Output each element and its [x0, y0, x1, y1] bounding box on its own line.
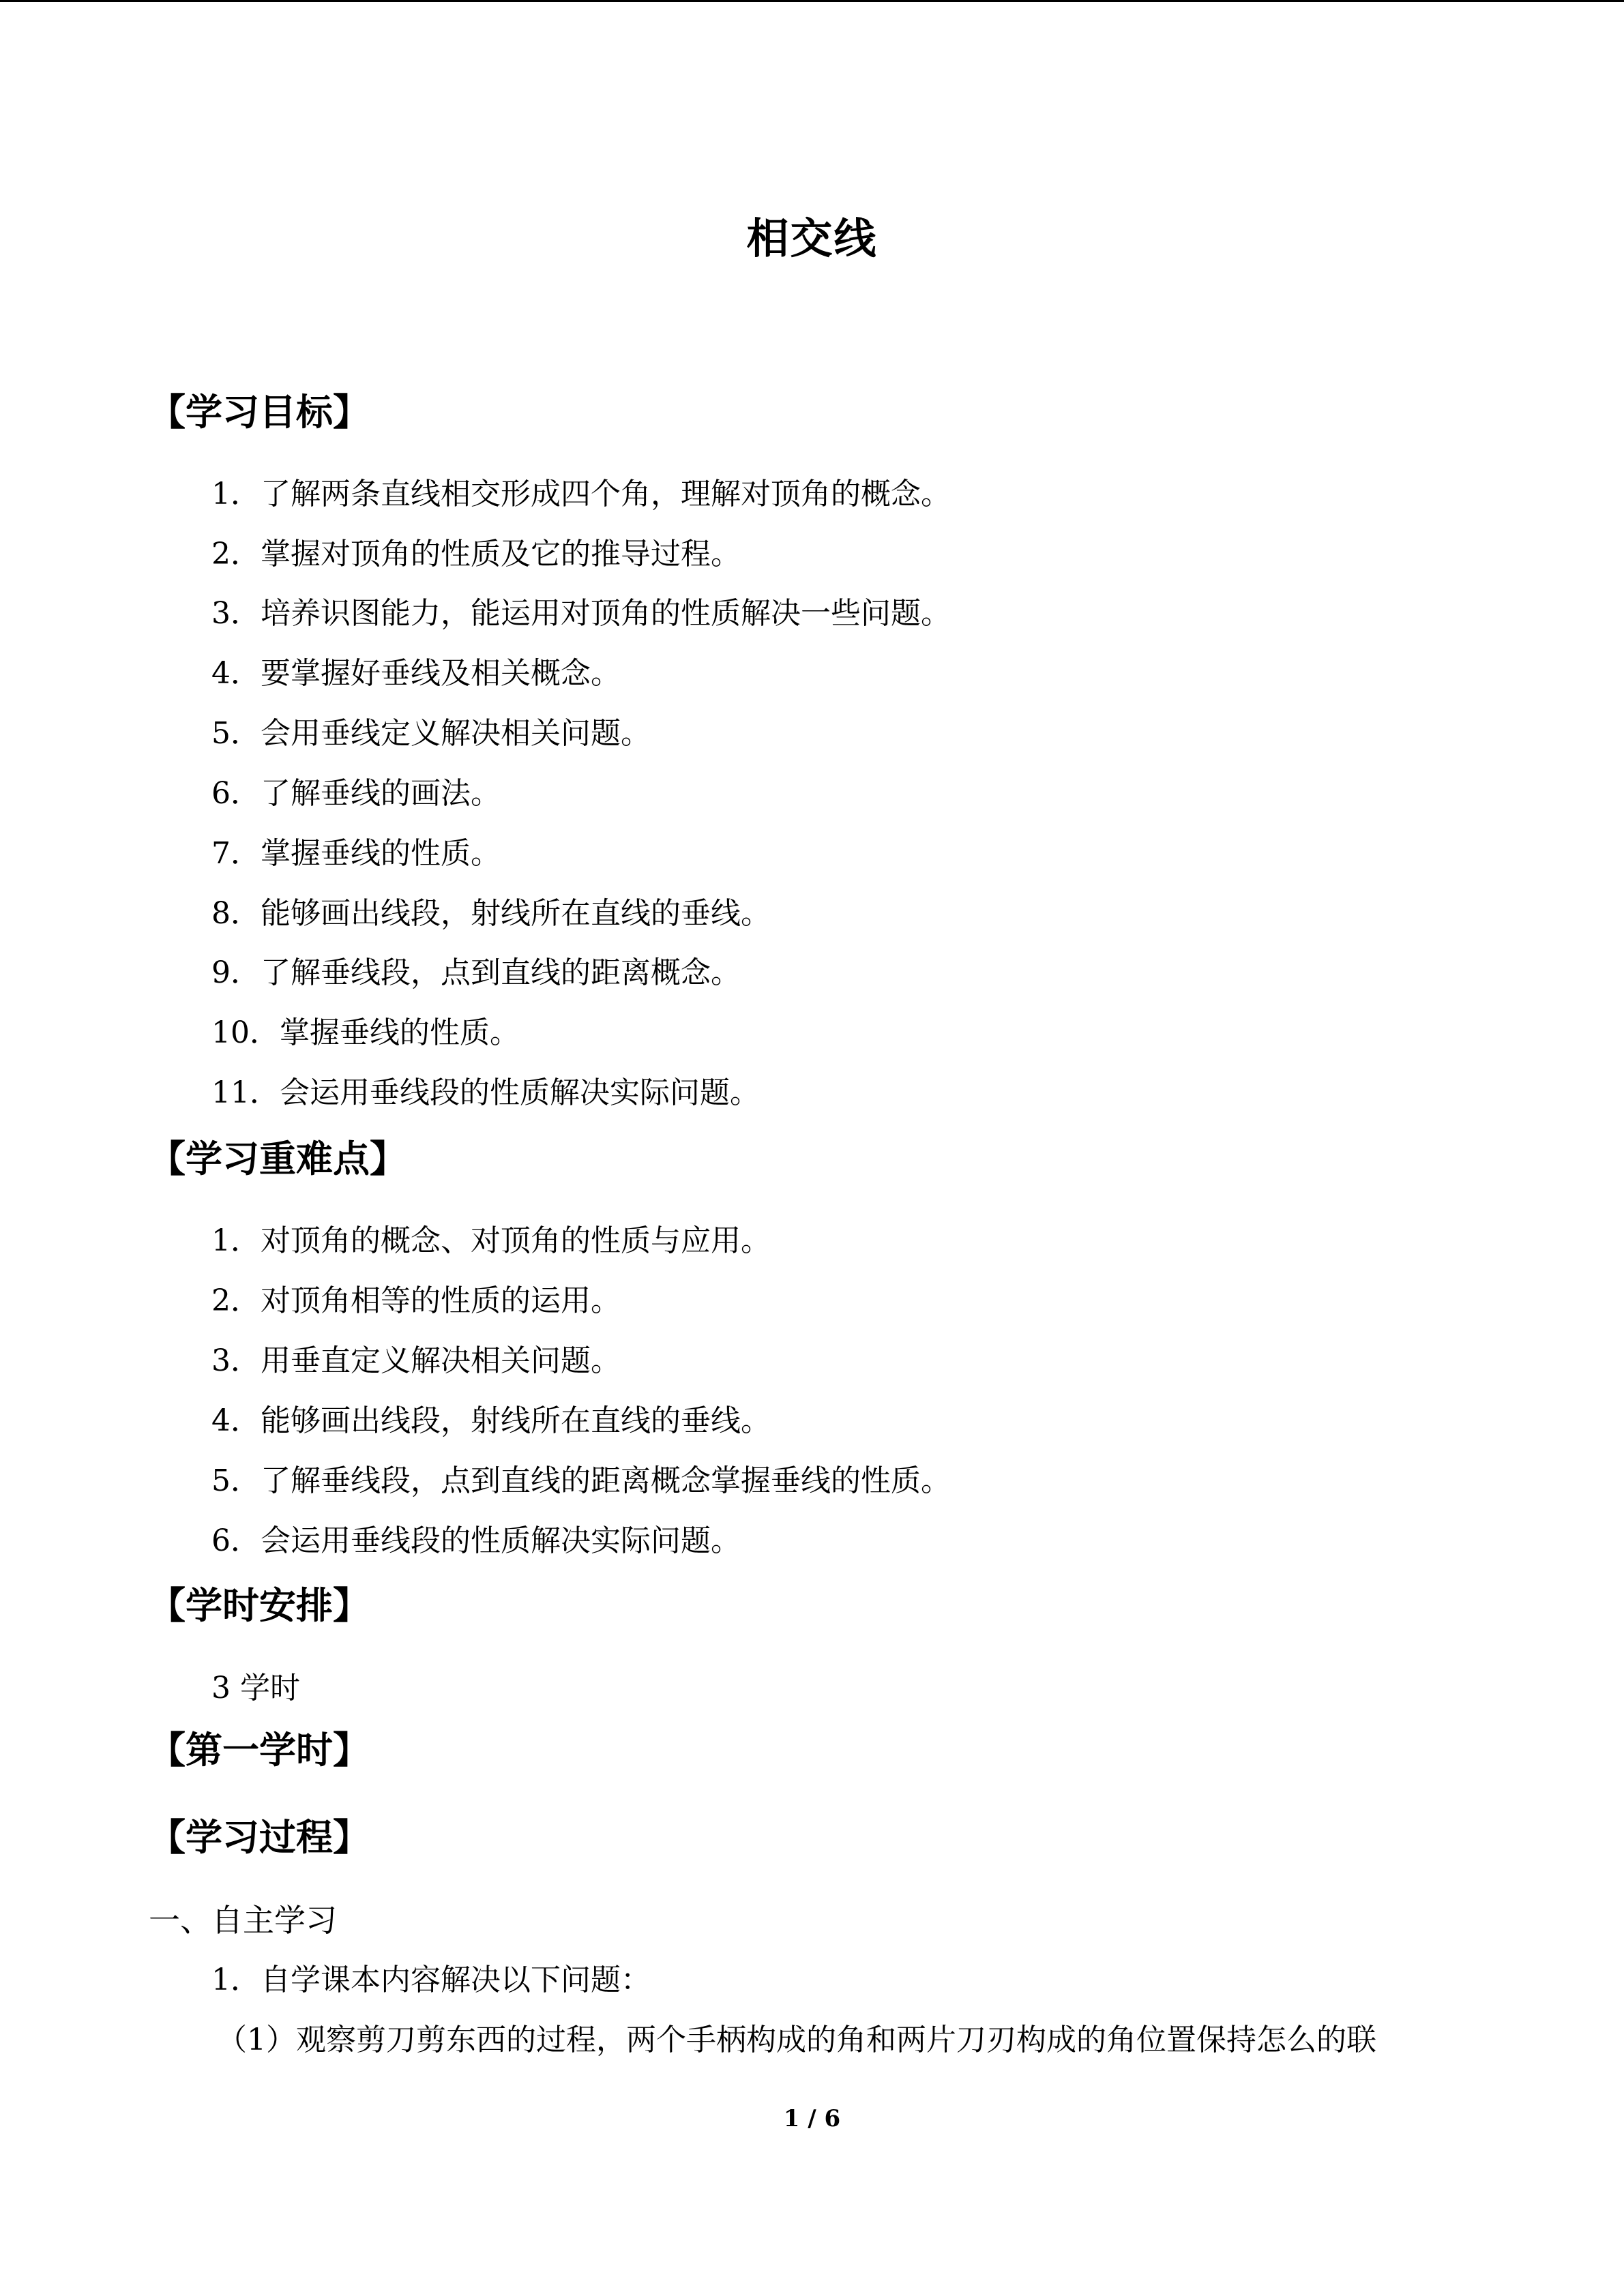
- key-point-item: 3．用垂直定义解决相关问题。: [211, 1343, 621, 1378]
- objective-item: 2．掌握对顶角的性质及它的推导过程。: [211, 537, 741, 571]
- objective-item: 8．能够画出线段，射线所在直线的垂线。: [211, 896, 771, 931]
- process-item: 1．自学课本内容解决以下问题：: [211, 1963, 651, 1997]
- page-number: 1 / 6: [783, 2105, 841, 2132]
- heading-process: 【学习过程】: [149, 1816, 370, 1859]
- heading-schedule: 【学时安排】: [149, 1584, 370, 1627]
- key-point-item: 1．对顶角的概念、对顶角的性质与应用。: [211, 1223, 771, 1258]
- heading-first-period: 【第一学时】: [149, 1729, 370, 1772]
- heading-key-points: 【学习重难点】: [149, 1137, 407, 1180]
- key-point-item: 6．会运用垂线段的性质解决实际问题。: [211, 1523, 741, 1558]
- objective-item: 7．掌握垂线的性质。: [211, 836, 501, 871]
- objective-item: 3．培养识图能力，能运用对顶角的性质解决一些问题。: [211, 596, 951, 631]
- key-point-item: 2．对顶角相等的性质的运用。: [211, 1283, 621, 1318]
- objective-item: 5．会用垂线定义解决相关问题。: [211, 716, 651, 751]
- objective-item: 9．了解垂线段，点到直线的距离概念。: [211, 955, 741, 990]
- process-item: （1）观察剪刀剪东西的过程，两个手柄构成的角和两片刀刃构成的角位置保持怎么的联: [217, 2023, 1376, 2057]
- objective-item: 1．了解两条直线相交形成四个角，理解对顶角的概念。: [211, 477, 951, 511]
- document-title: 相交线: [746, 213, 878, 263]
- key-point-item: 5．了解垂线段，点到直线的距离概念掌握垂线的性质。: [211, 1463, 951, 1498]
- part-title: 一、自主学习: [149, 1902, 337, 1939]
- top-border-line: [0, 0, 1624, 2]
- objective-item: 11．会运用垂线段的性质解决实际问题。: [211, 1075, 760, 1110]
- heading-objectives: 【学习目标】: [149, 391, 370, 434]
- objective-item: 4．要掌握好垂线及相关概念。: [211, 656, 621, 691]
- objective-item: 10．掌握垂线的性质。: [211, 1015, 520, 1050]
- schedule-text: 3 学时: [211, 1671, 300, 1705]
- key-point-item: 4．能够画出线段，射线所在直线的垂线。: [211, 1403, 771, 1438]
- objective-item: 6．了解垂线的画法。: [211, 776, 501, 811]
